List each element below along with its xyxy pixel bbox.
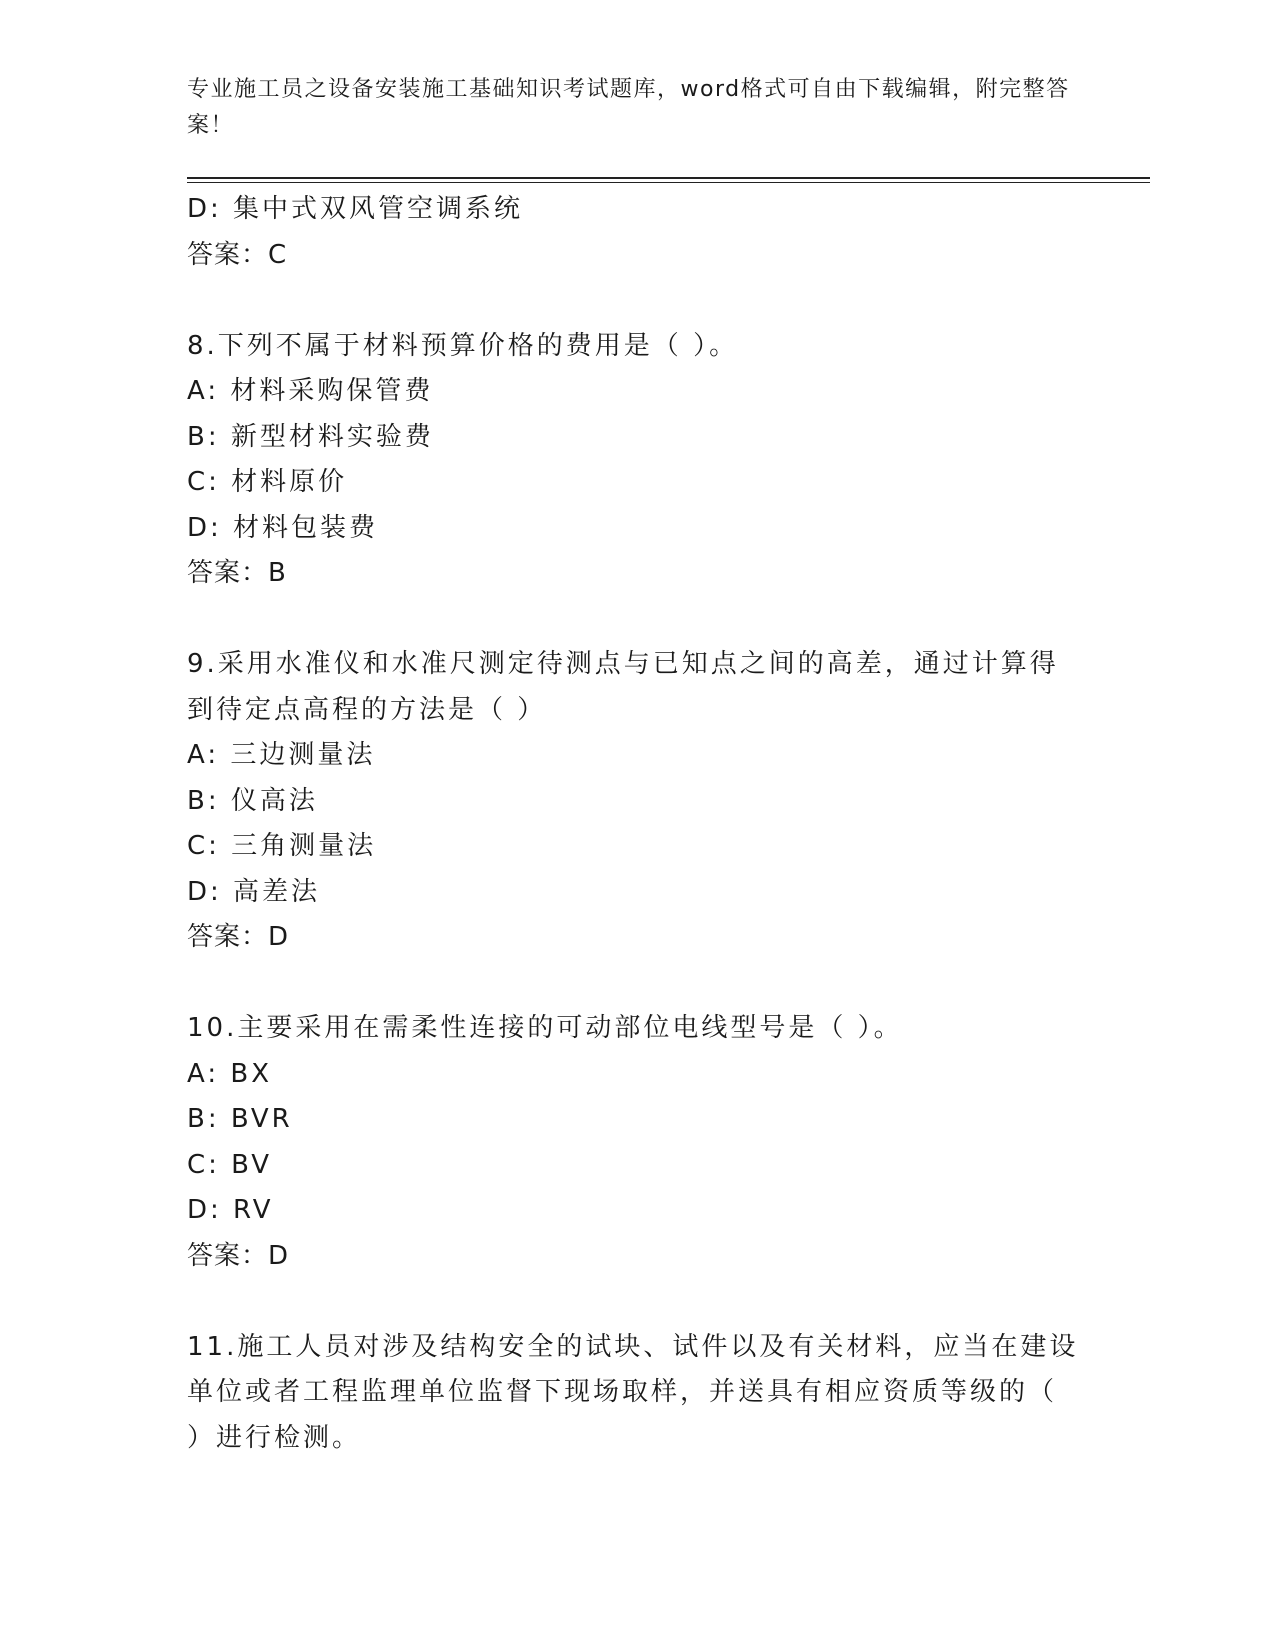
- question-11-stem-line-1: 11.施工人员对涉及结构安全的试块、试件以及有关材料，应当在建设: [187, 1331, 1079, 1362]
- question-9-option-b: B: 仪高法: [187, 785, 318, 816]
- spacer: [187, 278, 1087, 324]
- question-10-stem: 10.主要采用在需柔性连接的可动部位电线型号是（ ）。: [187, 1013, 903, 1043]
- question-9-stem-line-2: 到待定点高程的方法是（ ）: [187, 694, 547, 725]
- question-10-answer: 答案：D: [187, 1240, 290, 1271]
- question-10-option-d: D: RV: [187, 1195, 274, 1225]
- header-rule-thick: [187, 177, 1150, 179]
- spacer: [187, 597, 1087, 643]
- question-10-option-b: B: BVR: [187, 1104, 293, 1134]
- option-d-q7: D: 集中式双风管空调系统: [187, 194, 524, 224]
- question-9-option-d: D: 高差法: [187, 876, 321, 907]
- question-8-stem: 8.下列不属于材料预算价格的费用是（ ）。: [187, 330, 739, 361]
- header-rule-thin: [187, 182, 1150, 183]
- question-8-option-c: C: 材料原价: [187, 467, 348, 497]
- question-11-stem-line-2: 单位或者工程监理单位监督下现场取样，并送具有相应资质等级的（: [187, 1377, 1058, 1407]
- question-8-answer: 答案：B: [187, 558, 287, 588]
- question-9-option-c: C: 三角测量法: [187, 831, 377, 861]
- answer-q7: 答案：C: [187, 239, 288, 270]
- document-header: 专业施工员之设备安装施工基础知识考试题库，word格式可自由下载编辑，附完整答案！: [187, 77, 1070, 138]
- question-10-option-a: A: BX: [187, 1058, 273, 1089]
- question-8-option-d: D: 材料包装费: [187, 512, 379, 543]
- question-9-option-a: A: 三边测量法: [187, 740, 376, 770]
- question-11-stem-line-3: ）进行检测。: [187, 1422, 362, 1453]
- question-9-answer: 答案：D: [187, 922, 290, 952]
- question-8-option-b: B: 新型材料实验费: [187, 421, 434, 452]
- spacer: [187, 961, 1087, 1007]
- spacer: [187, 1279, 1087, 1325]
- question-10-option-c: C: BV: [187, 1149, 273, 1180]
- question-9-stem-line-1: 9.采用水准仪和水准尺测定待测点与已知点之间的高差，通过计算得: [187, 649, 1059, 679]
- question-content: [187, 187, 1087, 1461]
- question-8-option-a: A: 材料采购保管费: [187, 376, 434, 406]
